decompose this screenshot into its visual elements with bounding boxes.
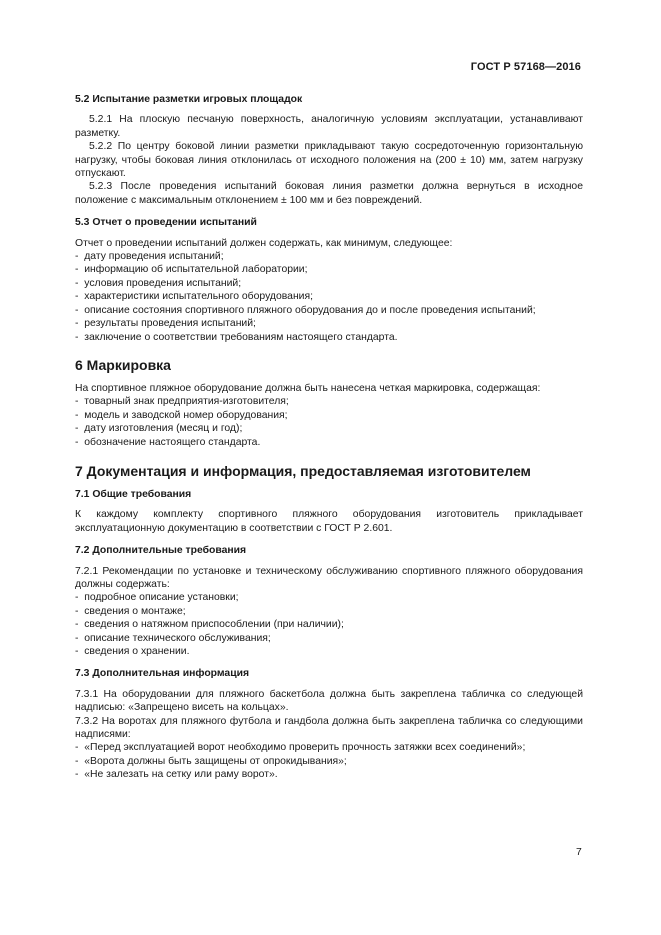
section-7-3-title: 7.3 Дополнительная информация	[75, 668, 250, 680]
section-7-2-title: 7.2 Дополнительные требования	[75, 545, 247, 557]
paragraph-7-3-1: 7.3.1 На оборудовании для пляжного баскетбола должна быть закреплена табличка со следующей надписью: «Запрещено висеть на кольцах».	[75, 688, 583, 714]
section-6-title: 6 Маркировка	[75, 356, 171, 373]
paragraph-6-intro: На спортивное пляжное оборудование должна быть нанесена четкая маркировка, содержащая:	[75, 382, 541, 394]
paragraph-5-2-3: 5.2.3 После проведения испытаний боковая линия разметки должна вернуться в исходное положение с максимальным отклонением ± 100 мм и без повреждений.	[75, 181, 583, 206]
list-item: - дату изготовления (месяц и год);	[75, 422, 583, 435]
list-item: - обозначение настоящего стандарта.	[75, 436, 583, 449]
paragraph-5-2-2: 5.2.2 По центру боковой линии разметки прикладывают такую сосредоточенную горизонтальную нагрузку, чтобы боковая линия отклонилась от исходного положения на (200 ± 10) мм, затем нагрузку отпускают.	[75, 141, 583, 180]
page-number: 7	[576, 847, 582, 858]
list-item: - результаты проведения испытаний;	[75, 317, 583, 330]
document-header-id: ГОСТ Р 57168—2016	[470, 61, 581, 73]
section-7-title: 7 Документация и информация, предоставляемая изготовителем	[75, 462, 531, 479]
list-item: - «Ворота должны быть защищены от опрокидывания»;	[75, 755, 583, 768]
paragraph-7-1: К каждому комплекту спортивного пляжного оборудования изготовитель прикладывает эксплуатационную документацию в соответствии с ГОСТ Р 2.601.	[75, 509, 583, 534]
list-item: - сведения о хранении.	[75, 645, 583, 658]
paragraph-5-3-intro: Отчет о проведении испытаний должен содержать, как минимум, следующее:	[75, 237, 453, 249]
section-7-1-title: 7.1 Общие требования	[75, 488, 192, 500]
section-5-3-title: 5.3 Отчет о проведении испытаний	[75, 217, 257, 229]
list-item: - сведения о монтаже;	[75, 605, 583, 618]
list-item: - условия проведения испытаний;	[75, 277, 583, 290]
document-body	[75, 93, 583, 782]
list-item: - заключение о соответствии требованиям настоящего стандарта.	[75, 331, 583, 344]
list-item: - описание состояния спортивного пляжного оборудования до и после проведения испытаний;	[75, 304, 583, 317]
list-item: - подробное описание установки;	[75, 591, 583, 604]
list-item: - модель и заводской номер оборудования;	[75, 409, 583, 422]
list-item: - «Не залезать на сетку или раму ворот».	[75, 768, 583, 781]
list-item: - «Перед эксплуатацией ворот необходимо проверить прочность затяжки всех соединений»;	[75, 741, 583, 754]
list-item: - характеристики испытательного оборудования;	[75, 290, 583, 303]
paragraph-7-3-2: 7.3.2 На воротах для пляжного футбола и гандбола должна быть закреплена табличка со следующими надписями:	[75, 715, 583, 741]
list-item: - дату проведения испытаний;	[75, 250, 583, 263]
list-item: - товарный знак предприятия-изготовителя;	[75, 395, 583, 408]
section-5-2-title: 5.2 Испытание разметки игровых площадок	[75, 94, 303, 105]
paragraph-5-2-1: 5.2.1 На плоскую песчаную поверхность, аналогичную условиям эксплуатации, устанавливают разметку.	[75, 114, 583, 139]
list-item: - информацию об испытательной лаборатории;	[75, 263, 583, 276]
list-item: - описание технического обслуживания;	[75, 632, 583, 645]
list-item: - сведения о натяжном приспособлении (при наличии);	[75, 618, 583, 631]
paragraph-7-2-1: 7.2.1 Рекомендации по установке и техническому обслуживанию спортивного пляжного оборудования должны содержать:	[75, 565, 583, 590]
